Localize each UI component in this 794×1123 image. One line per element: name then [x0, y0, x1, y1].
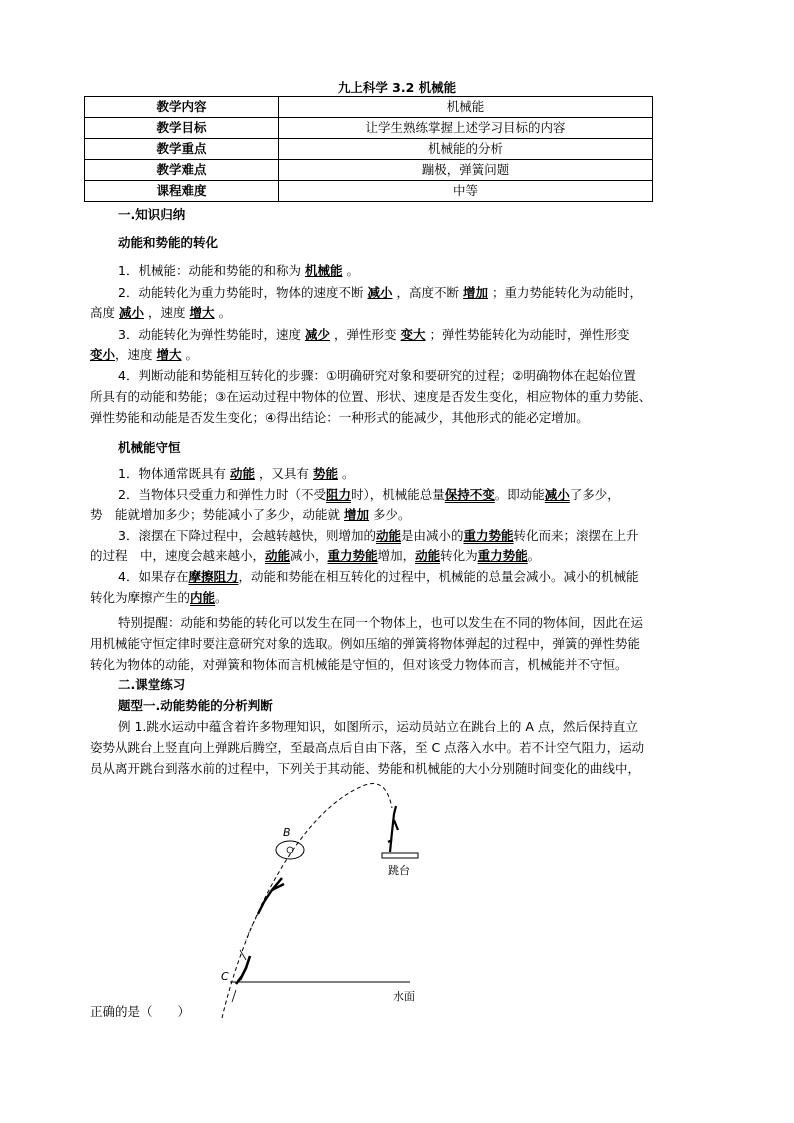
paragraph: 2．当物体只受重力和弹性力时（不受阻力时），机械能总量保持不变。即动能减小了多少，	[118, 487, 620, 502]
answer-blank: 动能	[229, 466, 255, 481]
table-value: 让学生熟练掌握上述学习目标的内容	[279, 118, 653, 139]
ellipse-b	[276, 841, 304, 859]
diver-entering-water	[236, 956, 250, 984]
info-table	[84, 96, 653, 202]
trajectory-line	[222, 784, 392, 1018]
answer-blank: 减小	[119, 305, 145, 320]
paragraph: 弹性势能和动能是否发生变化；④得出结论：一种形式的能减少，其他形式的能必定增加。	[90, 410, 589, 425]
table-row	[85, 181, 653, 202]
table-value: 蹦极，弹簧问题	[279, 160, 653, 181]
answer-blank: 动能	[415, 548, 441, 563]
platform-label: 跳台	[388, 864, 410, 877]
table-key: 教学难点	[85, 160, 279, 181]
table-key: 教学重点	[85, 139, 279, 160]
answer-blank: 变大	[400, 327, 426, 342]
answer-blank: 重力势能	[463, 528, 514, 543]
diver-on-platform	[388, 806, 398, 852]
label-c: C	[221, 970, 229, 983]
answer-blank: 势能	[313, 466, 339, 481]
paragraph: 2．动能转化为重力势能时，物体的速度不断 减小 ，高度不断 增加 ；重力势能转化为动能时，	[118, 285, 643, 300]
table-key: 教学内容	[85, 97, 279, 118]
answer-blank: 动能	[265, 548, 291, 563]
paragraph: 员从离开跳台到落水前的过程中，下列关于其动能、势能和机械能的大小分别随时间变化的曲线中，	[90, 761, 641, 776]
answer-blank: 机械能	[304, 263, 343, 278]
subsection-heading: 动能和势能的转化	[118, 235, 219, 250]
paragraph: 3．滚摆在下降过程中，会越转越快，则增加的动能是由减小的重力势能转化而来；滚摆在上升	[118, 528, 639, 543]
paragraph: 转化为摩擦产生的内能。	[90, 590, 228, 605]
table-value: 机械能的分析	[279, 139, 653, 160]
table-key: 课程难度	[85, 181, 279, 202]
table-key: 教学目标	[85, 118, 279, 139]
paragraph: 例 1.跳水运动中蕴含着许多物理知识，如图所示，运动员站立在跳台上的 A 点，然后保持直立	[118, 719, 638, 734]
answer-blank: 摩擦阻力	[188, 569, 239, 584]
answer-blank: 减小	[544, 487, 570, 502]
answer-blank: 重力势能	[327, 548, 378, 563]
paragraph: 1．机械能：动能和势能的和称为 机械能 。	[118, 263, 359, 278]
diver-mid	[258, 878, 284, 914]
subsection-heading: 机械能守恒	[118, 440, 181, 455]
section-heading: 二.课堂练习	[118, 677, 186, 692]
answer-blank: 增大	[156, 347, 182, 362]
paragraph: 正确的是（ ）	[90, 1004, 191, 1019]
table-row	[85, 118, 653, 139]
water-label: 水面	[393, 990, 415, 1003]
diving-figure	[210, 780, 440, 1020]
paragraph: 用机械能守恒定律时要注意研究对象的选取。例如压缩的弹簧将物体弹起的过程中，弹簧的弹性势能	[90, 636, 641, 651]
page-title: 九上科学 3.2 机械能	[337, 80, 457, 95]
table-row	[85, 160, 653, 181]
paragraph: 1．物体通常既具有 动能 ，又具有 势能 。	[118, 466, 355, 481]
paragraph: 4．如果存在摩擦阻力，动能和势能在相互转化的过程中，机械能的总量会减小。减小的机械能	[118, 569, 639, 584]
paragraph: 姿势从跳台上竖直向上弹跳后腾空，至最高点后自由下落，至 C 点落入水中。若不计空气阻力，运动	[90, 740, 645, 755]
answer-blank: 阻力	[325, 487, 351, 502]
paragraph: 4．判断动能和势能相互转化的步骤：①明确研究对象和要研究的过程；②明确物体在起始位置	[118, 368, 636, 383]
answer-blank: 保持不变	[444, 487, 495, 502]
answer-blank: 减小	[367, 285, 393, 300]
answer-blank: 增加	[463, 285, 489, 300]
paragraph: 转化为物体的动能，对弹簧和物体而言机械能是守恒的，但对该受力物体而言，机械能并不守恒。	[90, 657, 628, 672]
label-b: B	[283, 826, 291, 839]
subsection-heading: 题型一.动能势能的分析判断	[118, 698, 273, 713]
paragraph: 高度 减小 ，速度 增大 。	[90, 305, 232, 320]
table-row	[85, 97, 653, 118]
paragraph: 变小，速度 增大 。	[90, 347, 199, 362]
platform-shape	[382, 853, 418, 858]
answer-blank: 重力势能	[477, 548, 528, 563]
paragraph: 3．动能转化为弹性势能时，速度 减少 ，弹性形变 变大 ；弹性势能转化为动能时，弹性形变	[118, 327, 630, 342]
answer-blank: 增加	[344, 507, 370, 522]
table-value: 中等	[279, 181, 653, 202]
answer-blank: 变小	[90, 347, 116, 362]
answer-blank: 动能	[375, 528, 401, 543]
paragraph: 所具有的动能和势能；③在运动过程中物体的位置、形状、速度是否发生变化，相应物体的重力势能、	[90, 389, 652, 404]
paragraph: 势 能就增加多少；势能减小了多少，动能就 增加 多少。	[90, 507, 411, 522]
answer-blank: 内能	[190, 590, 216, 605]
answer-blank: 增大	[189, 305, 215, 320]
table-value: 机械能	[279, 97, 653, 118]
paragraph: 的过程 中，速度会越来越小，动能减小，重力势能增加，动能转化为重力势能。	[90, 548, 541, 563]
section-heading: 一.知识归纳	[118, 207, 186, 222]
table-row	[85, 139, 653, 160]
answer-blank: 减少	[304, 327, 330, 342]
paragraph: 特别提醒：动能和势能的转化可以发生在同一个物体上，也可以发生在不同的物体间，因此在运	[118, 615, 644, 630]
